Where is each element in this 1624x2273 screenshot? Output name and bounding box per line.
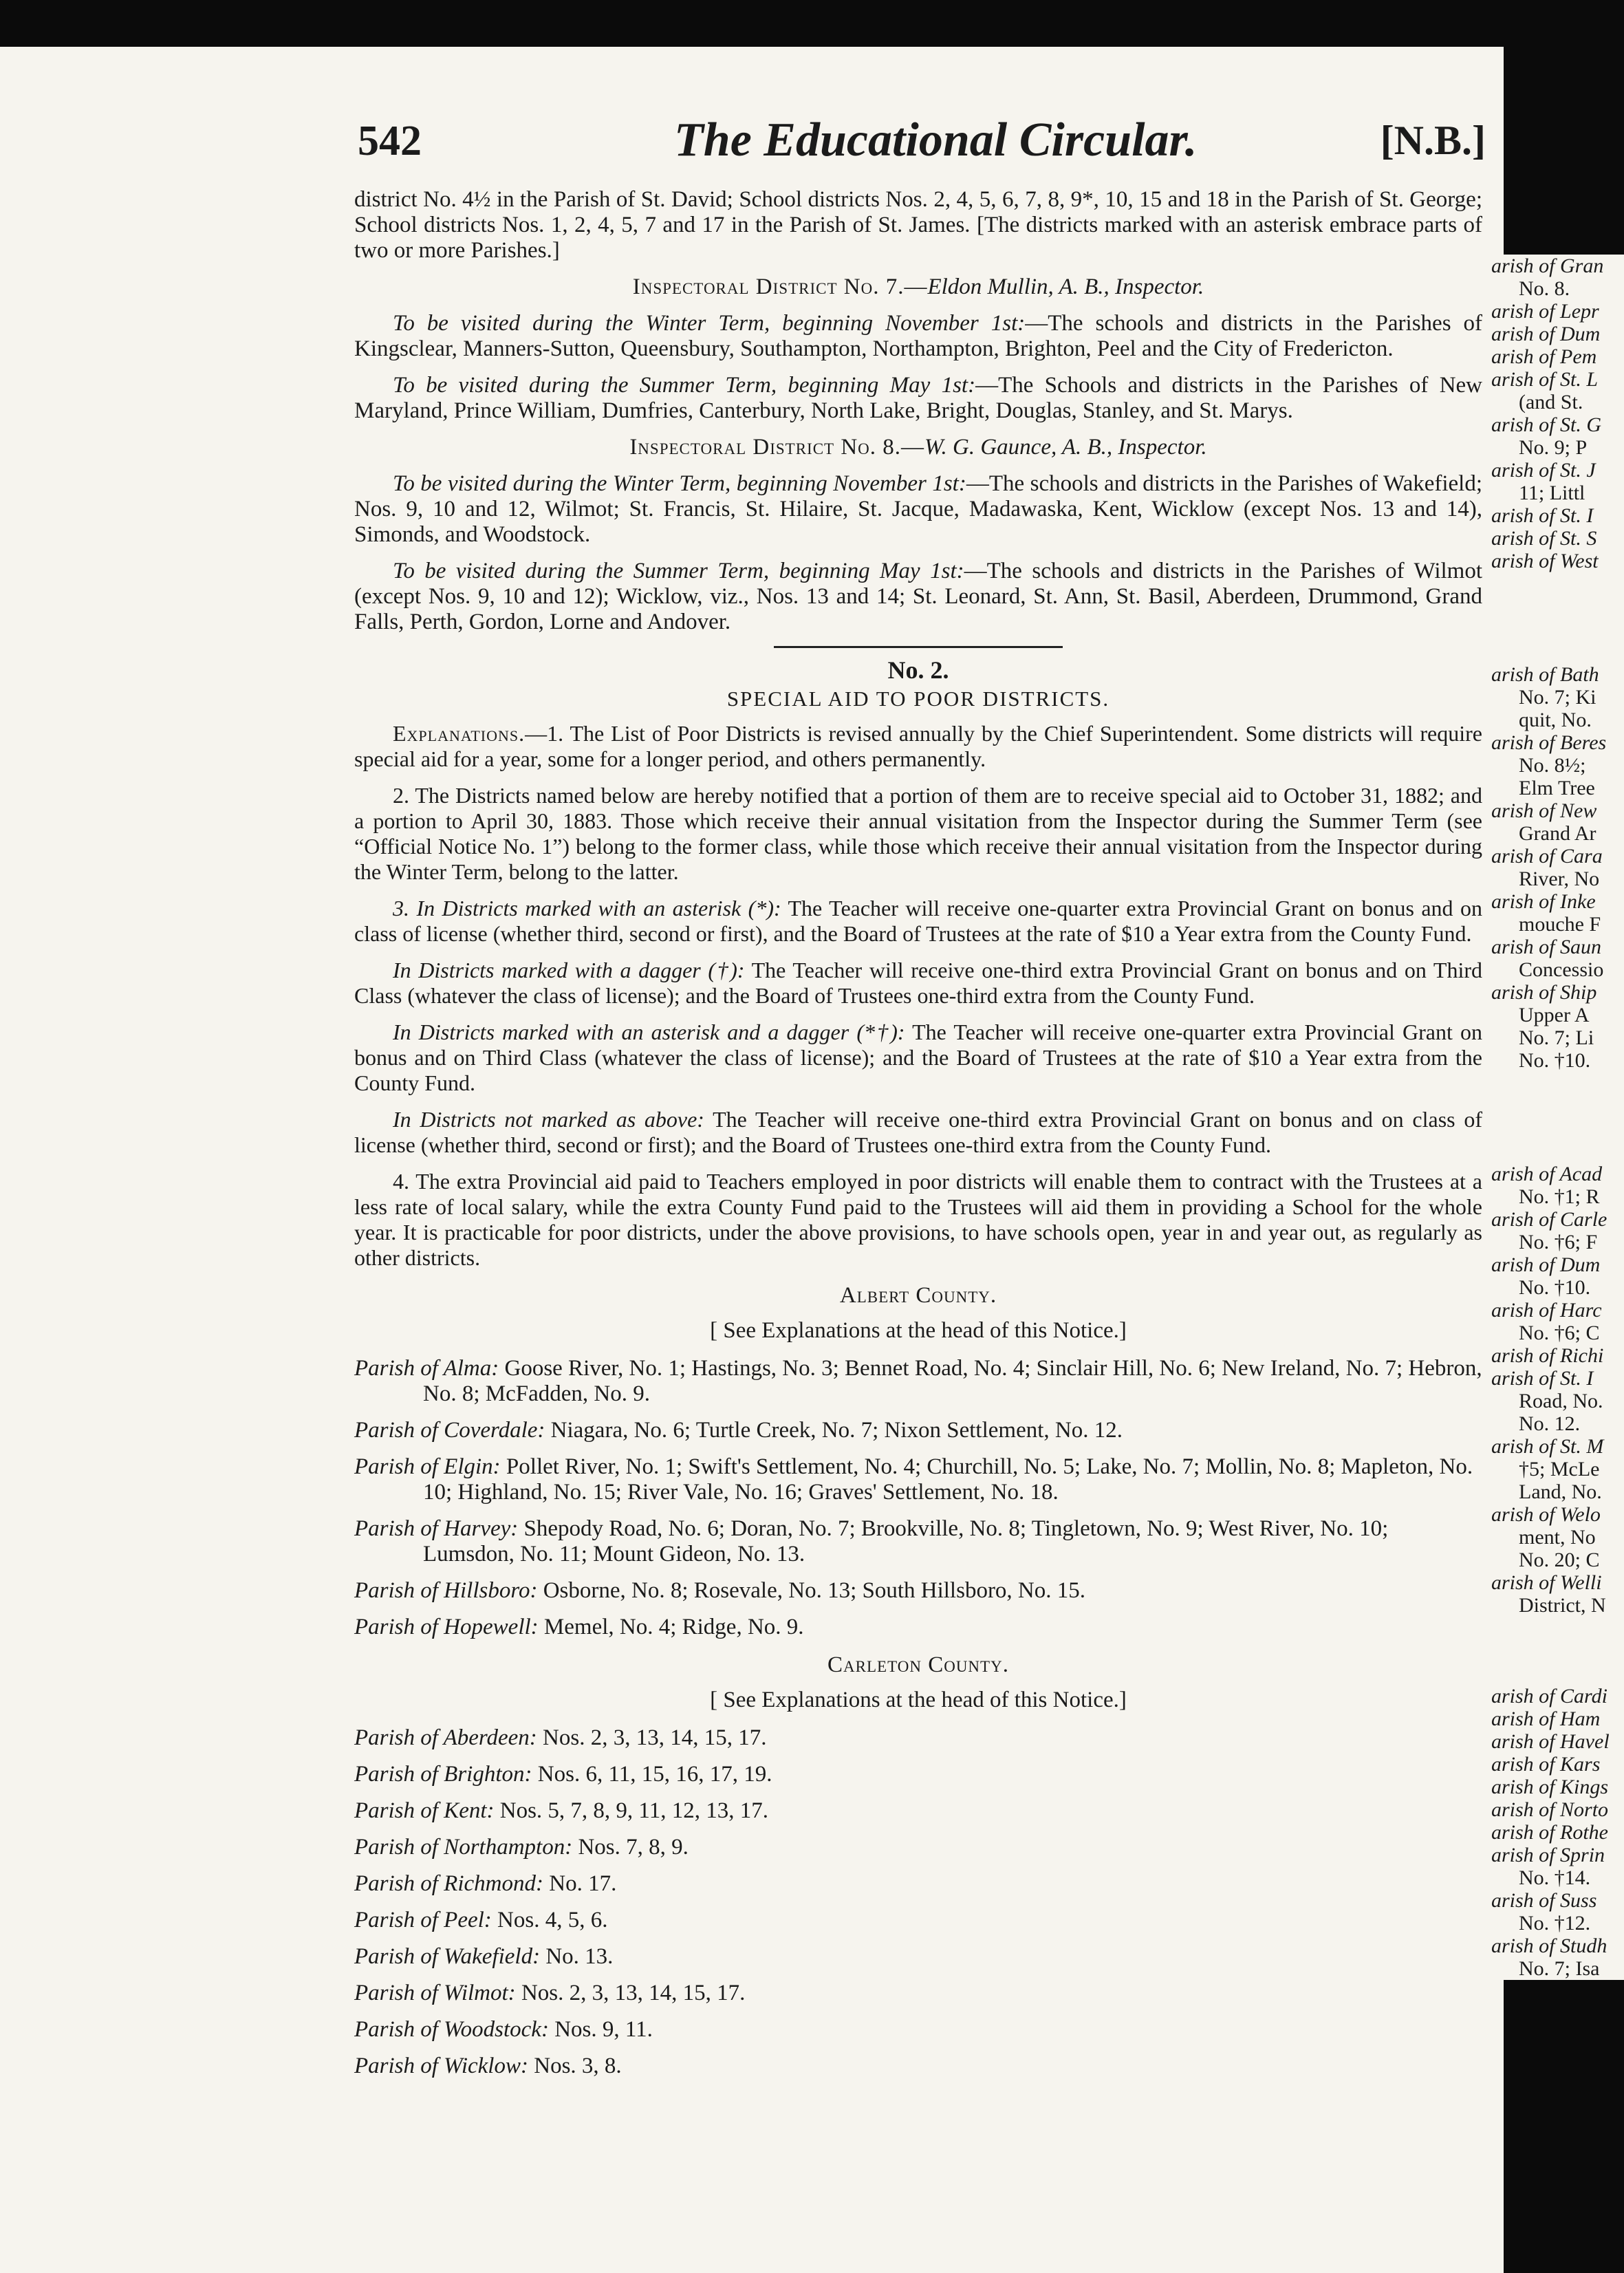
side-fragment-line: arish of Dum [1491,323,1601,345]
side-fragment-line [1491,1095,1624,1117]
list-item: Parish of Wakefield: No. 13. [354,1944,614,1969]
albert-county-heading: Albert County. [839,1283,997,1308]
side-fragment-line: No. †1; R [1519,1185,1600,1208]
district8-winter: To be visited during the Winter Term, beginning November 1st:—The schools and districts in the Parishes of Wakefield; Nos. 9, 10 and 12, Wilmot; St. Francis, St. Hilaire, St. Jacque, Madawaska, Kent, Wicklow (except Nos. 13 and 14), Simonds, and Woodstock. [354,471,1483,547]
header-bracket: [N.B.] [1380,118,1486,163]
side-fragment-line: †5; McLe [1519,1458,1600,1480]
explanation-4: 4. The extra Provincial aid paid to Teachers employed in poor districts will enable them to contract with the Trustees at a less rate of local salary, while the extra County Fund paid to the Trustees will aid them in providing a School for the whole year. It is practicable for poor districts, under the above provisions, to have schools open, year in and year out, as regularly as other districts. [354,1169,1482,1270]
side-fragment-line [1491,1662,1624,1685]
side-fragment-line: arish of West [1491,550,1599,572]
side-fragment-line: arish of St. J [1491,459,1596,482]
explanation-1: Explanations.—1. The List of Poor Districts is revised annually by the Chief Superintendent. Some districts will require special aid for a year, some for a longer period, and others permanently. [354,721,1482,771]
side-fragment-line: arish of St. M [1491,1435,1604,1458]
side-fragment-line: arish of Cardi [1491,1685,1607,1708]
side-fragment-line [1491,1639,1624,1662]
side-fragment-line: Concessio [1519,958,1604,981]
side-fragment-line: Land, No. [1519,1480,1602,1503]
side-fragment-line: No. 12. [1519,1412,1581,1435]
side-fragment-line: arish of Rothe [1491,1821,1608,1844]
side-fragment-line: arish of Harc [1491,1299,1602,1322]
page-title: The Educational Circular. [674,114,1198,166]
adjacent-page-fragment [1491,255,1624,1980]
side-fragment-line: No. †14. [1519,1866,1591,1889]
side-fragment-line: No. 9; P [1519,436,1588,459]
side-fragment-line: 11; Littl [1519,482,1585,504]
list-item: Parish of Woodstock: Nos. 9, 11. [354,2017,653,2042]
district7-heading: Inspectoral District No. 7.—Eldon Mullin, A. B., Inspector. [632,274,1204,299]
list-item: Parish of Coverdale: Niagara, No. 6; Turtle Creek, No. 7; Nixon Settlement, No. 12. [354,1418,1123,1443]
list-item: Parish of Aberdeen: Nos. 2, 3, 13, 14, 15, 17. [354,1725,767,1750]
carleton-county-heading: Carleton County. [827,1652,1009,1677]
side-fragment-line: arish of Welo [1491,1503,1601,1526]
side-fragment-line [1491,572,1624,595]
intro-paragraph: district No. 4½ in the Parish of St. David; School districts Nos. 2, 4, 5, 6, 7, 8, 9*, 10, 15 and 18 in the Parish of St. George; School districts Nos. 1, 2, 4, 5, 7 and 17 in the Parish of St. James. [The districts marked with an asterisk embrace parts of two or more Parishes.] [354,187,1482,263]
side-fragment-line: Grand Ar [1519,822,1596,845]
side-fragment-line: No. †10. [1519,1049,1591,1072]
side-fragment-line: quit, No. [1519,709,1592,731]
albert-note: [ See Explanations at the head of this Notice.] [710,1318,1127,1343]
side-fragment-line [1491,1140,1624,1163]
list-item: Parish of Hillsboro: Osborne, No. 8; Rosevale, No. 13; South Hillsboro, No. 15. [354,1578,1086,1603]
carleton-parish-list [354,1725,1482,2079]
list-item: Parish of Kent: Nos. 5, 7, 8, 9, 11, 12, 13, 17. [354,1798,768,1823]
side-fragment-line: arish of St. I [1491,504,1594,527]
list-item: Parish of Harvey: Shepody Road, No. 6; Doran, No. 7; Brookville, No. 8; Tingletown, No. 9; West River, No. 10; Lumsdon, No. 11; Mount Gideon, No. 13. [354,1516,1389,1566]
side-fragment-line: arish of Gran [1491,255,1604,277]
list-item: Parish of Richmond: No. 17. [354,1871,617,1896]
side-fragment-line: arish of Ham [1491,1708,1601,1730]
list-item: Parish of Wilmot: Nos. 2, 3, 13, 14, 15, 17. [354,1981,746,2005]
explanation-asterisk-dagger: In Districts marked with an asterisk and a dagger (*†): The Teacher will receive one-quarter extra Provincial Grant on bonus and on Third Class (whatever the class of license); and the Board of Trustees at the rate of $10 a Year extra from the County Fund. [354,1020,1483,1095]
side-fragment-line: arish of St. L [1491,368,1599,391]
side-fragment-line: arish of Cara [1491,845,1603,868]
side-fragment-line: arish of Dum [1491,1253,1601,1276]
main-text-column [354,187,1482,2090]
side-fragment-line: arish of Studh [1491,1935,1607,1957]
list-item: Parish of Hopewell: Memel, No. 4; Ridge, No. 9. [354,1615,804,1639]
side-fragment-line: arish of Carle [1491,1208,1607,1231]
list-item: Parish of Wicklow: Nos. 3, 8. [354,2054,622,2078]
side-fragment-line: No. 8½; [1519,754,1586,777]
top-scan-border [0,0,1624,47]
side-fragment-line: arish of Welli [1491,1571,1602,1594]
side-fragment-line: No. 8. [1519,277,1570,300]
side-fragment-line [1491,1072,1624,1095]
side-fragment-line [1491,618,1624,640]
district8-summer: To be visited during the Summer Term, beginning May 1st:—The schools and districts in the Parishes of Wilmot (except Nos. 9, 10 and 12); Wicklow, viz., Nos. 13 and 14; St. Leonard, St. Ann, St. Basil, Aberdeen, Drummond, Grand Falls, Perth, Gordon, Lorne and Andover. [354,559,1483,634]
district7-summer: To be visited during the Summer Term, beginning May 1st:—The Schools and districts in the Parishes of New Maryland, Prince William, Dumfries, Canterbury, North Lake, Bright, Douglas, Stanley, and St. Marys. [354,373,1482,423]
side-fragment-line: No. †6; F [1519,1231,1598,1253]
explanation-2: 2. The Districts named below are hereby notified that a portion of them are to receive special aid to October 31, 1882; and a portion to April 30, 1883. Those which receive their annual visitation from the Inspector during the Summer Term (see “Official Notice No. 1”) belong to the former class, while those which receive their annual visitation from the Inspector during the Winter Term, belong to the latter. [354,783,1482,884]
page-header [358,110,1493,172]
side-fragment-line: arish of Acad [1491,1163,1603,1185]
side-fragment-line [1491,1617,1624,1639]
list-item: Parish of Elgin: Pollet River, No. 1; Swift's Settlement, No. 4; Churchill, No. 5; Lake, No. 7; Mollin, No. 8; Mapleton, No. 10; Highland, No. 15; River Vale, No. 16; Graves' Settlement, No. 18. [354,1454,1473,1505]
side-fragment-line: mouche F [1519,913,1601,936]
explanation-dagger: In Districts marked with a dagger (†): The Teacher will receive one-third extra Provincial Grant on bonus and on Third Class (whatever the class of license); and the Board of Trustees one-third extra from the County Fund. [354,958,1483,1008]
side-fragment-line: arish of Havel [1491,1730,1610,1753]
list-item: Parish of Peel: Nos. 4, 5, 6. [354,1908,608,1932]
side-fragment-line: arish of Sprin [1491,1844,1605,1866]
albert-parish-list [354,1356,1482,1640]
side-fragment-line: Elm Tree [1519,777,1595,799]
no2-heading: No. 2. [887,656,949,684]
side-fragment-line [1491,595,1624,618]
side-fragment-line: arish of Kars [1491,1753,1601,1776]
section-rule [774,646,1063,648]
side-fragment-line: arish of Inke [1491,890,1596,913]
side-fragment-line: No. 7; Ki [1519,686,1596,709]
side-fragment-line: arish of Saun [1491,936,1602,958]
side-fragment-line: ment, No [1519,1526,1596,1549]
side-fragment-line: arish of Norto [1491,1798,1609,1821]
no2-subheading: SPECIAL AID TO POOR DISTRICTS. [726,687,1110,711]
side-fragment-line: arish of Richi [1491,1344,1604,1367]
side-fragment-line [1491,1117,1624,1140]
side-fragment-line: arish of Pem [1491,345,1597,368]
page-number: 542 [358,118,422,164]
side-fragment-line: arish of Beres [1491,731,1607,754]
district7-winter: To be visited during the Winter Term, beginning November 1st:—The schools and districts in the Parishes of Kingsclear, Manners-Sutton, Queensbury, Southampton, Northampton, Brighton, Peel and the City of Fredericton. [354,311,1483,361]
side-fragment-line: arish of St. I [1491,1367,1594,1390]
side-fragment-line: (and St. [1519,391,1583,413]
explanation-3: 3. In Districts marked with an asterisk (*): The Teacher will receive one-quarter extra Provincial Grant on bonus and on class of license (whether third, second or first), and the Board of Trustees at the rate of $10 a Year extra from the County Fund. [354,896,1483,946]
side-fragment-line: No. 20; C [1519,1549,1600,1571]
side-fragment-line: Road, No. [1519,1390,1603,1412]
side-fragment-line: No. †12. [1519,1912,1591,1935]
side-fragment-line: No. 7; Isa [1519,1957,1600,1980]
explanation-not-marked: In Districts not marked as above: The Teacher will receive one-third extra Provincial Grant on bonus and on class of license (whether third, second or first); and the Board of Trustees one-third extra from the County Fund. [354,1107,1483,1157]
list-item: Parish of Northampton: Nos. 7, 8, 9. [354,1835,689,1860]
side-fragment-line: No. †6; C [1519,1322,1600,1344]
list-item: Parish of Alma: Goose River, No. 1; Hastings, No. 3; Bennet Road, No. 4; Sinclair Hill, No. 6; New Ireland, No. 7; Hebron, No. 8; McFadden, No. 9. [354,1356,1482,1406]
side-fragment-line: arish of Kings [1491,1776,1609,1798]
side-fragment-line: District, N [1519,1594,1606,1617]
side-fragment-line: River, No [1519,868,1600,890]
side-fragment-line: No. 7; Li [1519,1026,1594,1049]
district8-heading: Inspectoral District No. 8.—W. G. Gaunce, A. B., Inspector. [629,435,1207,460]
side-fragment-line: arish of Bath [1491,663,1599,686]
list-item: Parish of Brighton: Nos. 6, 11, 15, 16, 17, 19. [354,1762,772,1787]
carleton-note: [ See Explanations at the head of this Notice.] [710,1688,1127,1712]
side-fragment-line [1491,640,1624,663]
side-fragment-line: arish of Ship [1491,981,1597,1004]
side-fragment-line: arish of St. S [1491,527,1597,550]
side-fragment-line: arish of St. G [1491,413,1602,436]
side-fragment-line: Upper A [1519,1004,1590,1026]
side-fragment-line: No. †10. [1519,1276,1591,1299]
side-fragment-line: arish of New [1491,799,1597,822]
side-fragment-line: arish of Lepr [1491,300,1599,323]
side-fragment-line: arish of Suss [1491,1889,1597,1912]
